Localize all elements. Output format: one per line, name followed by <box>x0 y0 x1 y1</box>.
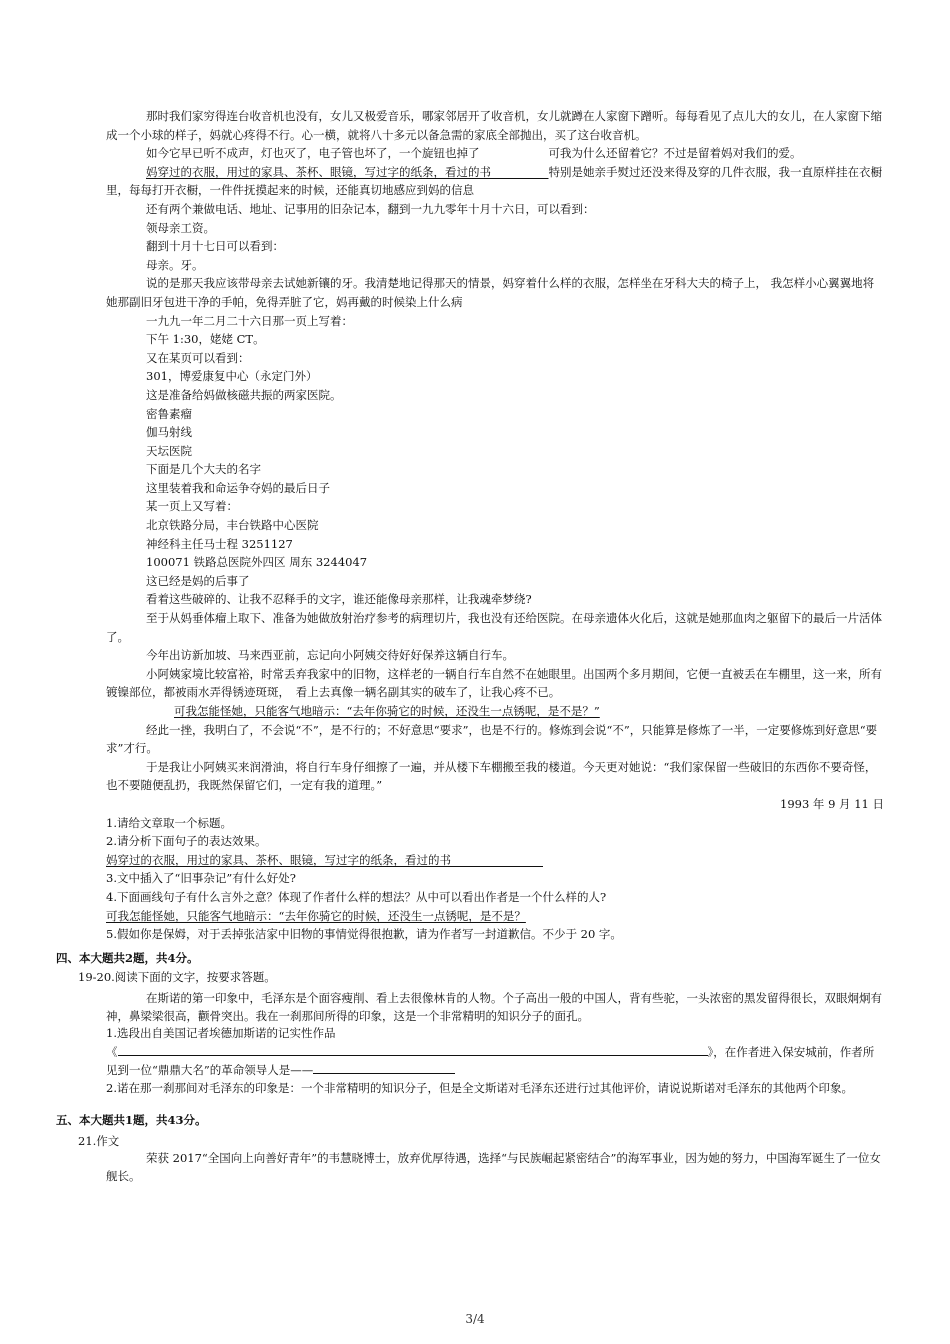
note-line: 下午 1:30，姥姥 CT。 <box>146 332 265 347</box>
question-2-sentence <box>106 851 884 870</box>
underlined-sentence: 可我怎能怪她，只能客气地暗示：“去年你骑它的时候，还没生一点锈呢，是不是？ <box>106 908 526 923</box>
underlined-sentence: 妈穿过的衣服，用过的家具、茶杯、眼镜，写过字的纸条，看过的书 <box>106 852 543 867</box>
question-1: 1.请给文章取一个标题。 <box>106 815 232 830</box>
paragraph: 还有两个兼做电话、地址、记事用的旧杂记本，翻到一九九零年十月十六日，可以看到： <box>146 201 595 216</box>
note-line: 领母亲工资。 <box>146 220 215 235</box>
excerpt-question-1: 1.选段出自美国记者埃德加斯诺的记实性作品 <box>106 1026 336 1040</box>
question-4-sentence <box>106 907 884 926</box>
section-4-title: 四、本大题共2题，共4分。 <box>56 951 199 965</box>
page-number: 3/4 <box>465 1312 485 1326</box>
underlined-sentence: 妈穿过的衣服，用过的家具、茶杯、眼镜，写过字的纸条，看过的书 <box>146 164 549 179</box>
leader-name-blank[interactable] <box>313 1061 455 1074</box>
paragraph: 翻到十月十七日可以看到： <box>146 239 284 254</box>
question-2: 2.请分析下面句子的表达效果。 <box>106 834 267 849</box>
paragraph: 说的是那天我应该带母亲去试她新镶的牙。我清楚地记得那天的情景，妈穿着什么样的衣服，怎样坐在牙科大夫的椅子上， 我怎样小心翼翼地将她那副旧牙包进干净的手帕，免得弄脏了它，妈再戴的时候染上什么病 <box>106 276 875 309</box>
reading-passage <box>106 107 884 944</box>
book-title-blank[interactable] <box>118 1043 708 1056</box>
paragraph-rest: 特别是她亲手熨过还没来得及穿的几件衣服，我一直原样挂在衣橱里，每每打开衣橱，一件件抚摸起来的时候，还能真切地感应到妈的信息 <box>106 164 882 198</box>
book-bracket-close: 》，在作者进入保安城前，作者所见到一位“鼎鼎大名”的革命领导人是—— <box>106 1044 875 1077</box>
note-line: 100071 铁路总医院外四区 周东 3244047 <box>146 555 368 570</box>
question-3: 3.文中插入了“旧事杂记”有什么好处? <box>106 871 296 886</box>
passage-date: 1993 年 9 月 11 日 <box>780 796 884 811</box>
note-line: 北京铁路分局，丰台铁路中心医院 <box>146 518 319 533</box>
paragraph: 又在某页可以看到： <box>146 350 250 365</box>
essay-prompt <box>106 1150 884 1185</box>
essay-text: 荣获 2017“全国向上向善好青年”的韦慧晓博士，放弃优厚待遇，选择“与民族崛起紧密结合”的海军事业，因为她的努力，中国海军诞生了一位女舰长。 <box>106 1151 881 1183</box>
paragraph: 今年出访新加坡、马来西亚前，忘记向小阿姨交待好好保养这辆自行车。 <box>146 648 514 663</box>
excerpt-text: 在斯诺的第一印象中，毛泽东是个面容瘦削、看上去很像林肯的人物。个子高出一般的中国人，背有些驼，一头浓密的黑发留得很长，双眼炯炯有神，鼻梁梁很高，颧骨突出。我在一刹那间所得的印象，这是一个非常精明的知识分子的面孔。 <box>106 991 882 1023</box>
note-line: 伽马射线 <box>146 425 192 440</box>
question-19-20: 19-20.阅读下面的文字，按要求答题。 <box>78 970 276 984</box>
paragraph: 一九九一年二月二十六日那一页上写着： <box>146 313 353 328</box>
paragraph: 这里装着我和命运争夺妈的最后日子 <box>146 480 330 495</box>
question-5: 5.假如你是保姆，对于丢掉张洁家中旧物的事情觉得很抱歉，请为作者写一封道歉信。不少于 20 字。 <box>106 927 622 942</box>
paragraph: 于是我让小阿姨买来润滑油，将自行车身仔细擦了一遍，并从楼下车棚搬至我的楼道。今天更对她说：“我们家保留一些破旧的东西你不要奇怪，也不要随便乱扔，我既然保留它们，一定有我的道理。” <box>106 759 877 793</box>
paragraph <box>106 163 884 200</box>
paragraph <box>106 702 884 721</box>
paragraph: 下面是几个大夫的名字 <box>146 462 261 477</box>
paragraph: 某一页上又写着： <box>146 499 238 514</box>
excerpt-question-2: 2.诺在那一刹那间对毛泽东的印象是：一个非常精明的知识分子，但是全文斯诺对毛泽东还进行过其他评价，请说说斯诺对毛泽东的其他两个印象。 <box>106 1080 853 1095</box>
note-line: 母亲。牙。 <box>146 257 204 272</box>
paragraph: 如今它早已听不成声，灯也灭了，电子管也坏了，一个旋钮也掉了 可我为什么还留着它？不过是留着妈对我们的爱。 <box>146 146 802 161</box>
paragraph: 看着这些破碎的、让我不忍释手的文字，谁还能像母亲那样，让我魂牵梦绕? <box>146 592 532 607</box>
question-21: 21.作文 <box>78 1134 120 1148</box>
note-line: 密鲁素瘤 <box>146 406 192 421</box>
paragraph: 小阿姨家境比较富裕，时常丢弃我家中的旧物，这样老的一辆自行车自然不在她眼里。出国两个多月期间，它便一直被丢在车棚里，这一来，所有镀镍部位，都被雨水弄得锈迹斑斑， 看上去真像一辆名副其实的破车了，让我心疼不已。 <box>106 666 882 700</box>
question-4: 4.下面画线句子有什么言外之意？体现了作者什么样的想法？从中可以看出作者是一个什么样的人? <box>106 889 607 904</box>
underlined-sentence: 可我怎能怪她，只能客气地暗示：“去年你骑它的时候，还没生一点锈呢，是不是？” <box>174 704 600 718</box>
note-line: 301，博爱康复中心（永定门外） <box>146 369 318 384</box>
paragraph: 经此一挫，我明白了，不会说“不”，是不行的；不好意思“要求”，也是不行的。修炼到会说“不”，只能算是修炼了一半，一定要修炼到好意思“要求”才行。 <box>106 722 878 756</box>
book-bracket-open: 《 <box>106 1044 118 1059</box>
paragraph: 这是准备给妈做核磁共振的两家医院。 <box>146 387 342 402</box>
paragraph: 至于从妈垂体瘤上取下、准备为她做放射治疗参考的病理切片，我也没有还给医院。在母亲遗体火化后，这就是她那血肉之躯留下的最后一片活体了。 <box>106 611 882 644</box>
note-line: 天坛医院 <box>146 443 192 458</box>
paragraph: 这已经是妈的后事了 <box>146 573 250 588</box>
section-5-title: 五、本大题共1题，共43分。 <box>56 1113 207 1127</box>
excerpt-question-1-blank <box>106 1043 884 1080</box>
paragraph: 那时我们家穷得连台收音机也没有，女儿又极爱音乐，哪家邻居开了收音机，女儿就蹲在人家窗下蹭听。每每看见了点儿大的女儿，在人家窗下缩成一个小球的样子，妈就心疼得不行。心一横，就将八十多元以备急需的家底全部抛出，买了这台收音机。 <box>106 109 882 142</box>
snow-excerpt <box>106 990 884 1097</box>
note-line: 神经科主任马士程 3251127 <box>146 536 293 551</box>
